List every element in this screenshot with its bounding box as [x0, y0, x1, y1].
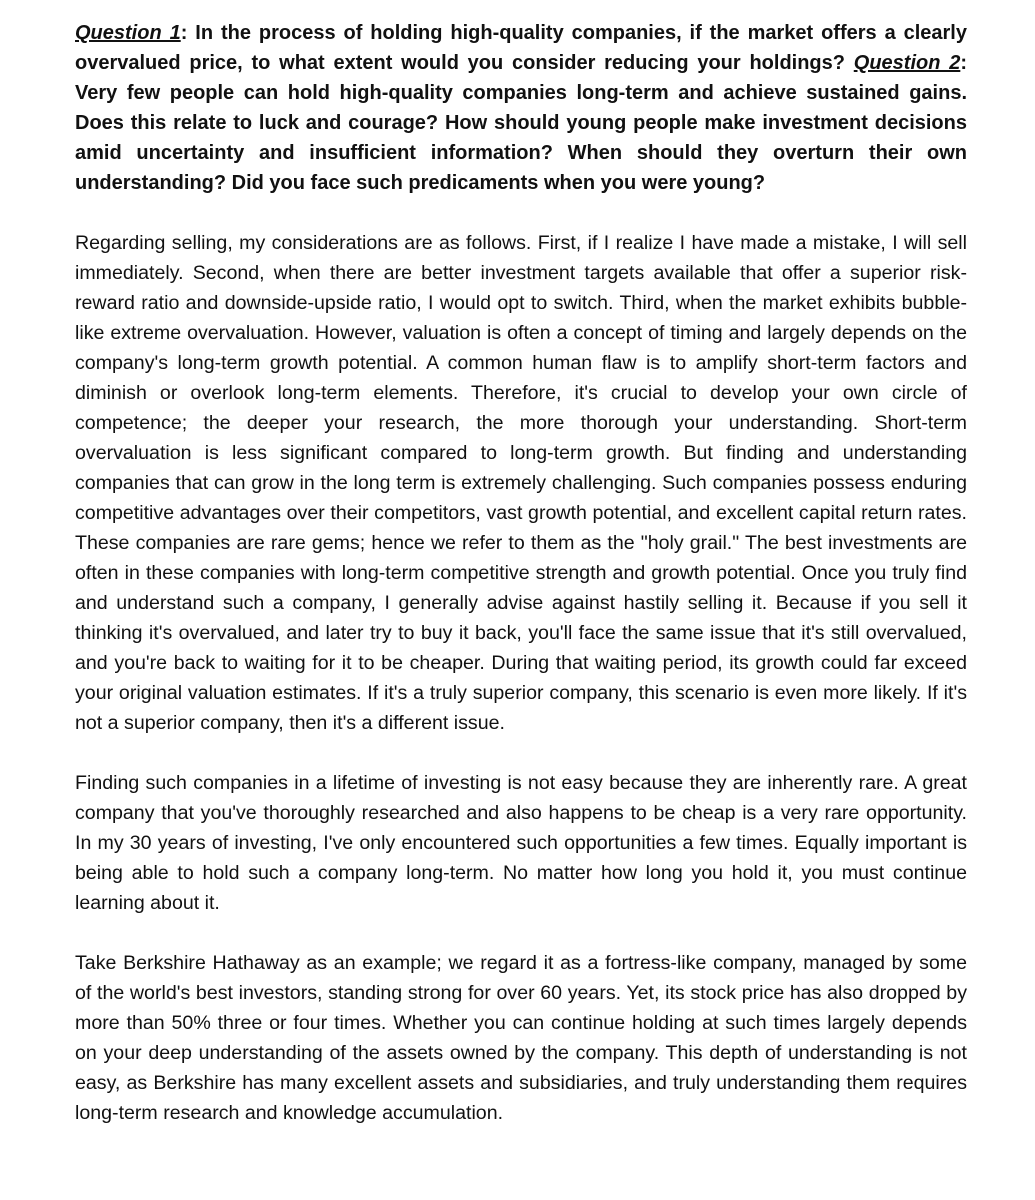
answer-paragraph-rare-companies: Finding such companies in a lifetime of investing is not easy because they are inherently rare. A great company that you've thoroughly researched and also happens to be cheap is a very rare opportunity. In my 30 years of investing, I've only encountered such opportunities a few times. Equally important is being able to hold such a company long-term. No matter how long you hold it, you must continue learning about it. [75, 772, 967, 914]
answer-paragraph-selling: Regarding selling, my considerations are as follows. First, if I realize I have made a mistake, I will sell immediately. Second, when there are better investment targets available that offer a superior risk-reward ratio and downside-upside ratio, I would opt to switch. Third, when the market exhibits bubble-like extreme overvaluation. However, valuation is often a concept of timing and largely depends on the company's long-term growth potential. A common human flaw is to amplify short-term factors and diminish or overlook long-term elements. Therefore, it's crucial to develop your own circle of competence; the deeper your research, the more thorough your understanding. Short-term overvaluation is less significant compared to long-term growth. But finding and understanding companies that can grow in the long term is extremely challenging. Such companies possess enduring competitive advantages over their competitors, vast growth potential, and excellent capital return rates. These companies are rare gems; hence we refer to them as the "holy grail." The best investments are often in these companies with long-term competitive strength and growth potential. Once you truly find and understand such a company, I generally advise against hastily selling it. Because if you sell it thinking it's overvalued, and later try to buy it back, you'll face the same issue that it's still overvalued, and you're back to waiting for it to be cheaper. During that waiting period, its growth could far exceed your original valuation estimates. If it's a truly superior company, this scenario is even more likely. If it's not a superior company, then it's a different issue. [75, 232, 967, 734]
answer-paragraph-berkshire: Take Berkshire Hathaway as an example; we regard it as a fortress-like company, managed by some of the world's best investors, standing strong for over 60 years. Yet, its stock price has also dropped by more than 50% three or four times. Whether you can continue holding at such times largely depends on your deep understanding of the assets owned by the company. This depth of understanding is not easy, as Berkshire has many excellent assets and subsidiaries, and truly understanding them requires long-term research and knowledge accumulation. [75, 952, 967, 1124]
question-block [75, 18, 967, 198]
document-page [75, 18, 967, 1128]
question-2-label: Question 2 [853, 52, 961, 74]
question-1-label: Question 1 [75, 22, 181, 44]
question-2-text: : Very few people can hold high-quality companies long-term and achieve sustained gains. Does this relate to luck and courage? How should young people make investment decisions amid uncertainty and insufficient information? When should they overturn their own understanding? Did you face such predicaments when you were young? [75, 52, 967, 194]
question-1-text: : In the process of holding high-quality companies, if the market offers a clearly overvalued price, to what extent would you consider reducing your holdings? [75, 22, 967, 74]
